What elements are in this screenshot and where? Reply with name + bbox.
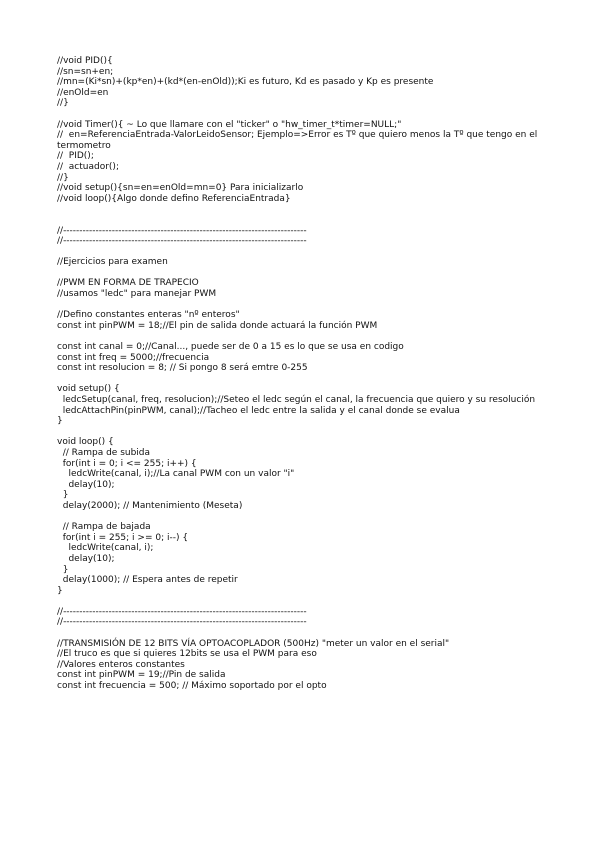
code-line: for(int i = 255; i >= 0; i--) {: [57, 532, 189, 543]
code-line: // actuador();: [57, 161, 119, 172]
code-line: const int freq = 5000;//frecuencia: [57, 352, 210, 363]
code-line: const int canal = 0;//Canal..., puede ser de 0 a 15 es lo que se usa en codigo: [57, 342, 404, 353]
code-line: const int pinPWM = 19;//Pin de salida: [57, 670, 226, 681]
code-line: //void setup(){sn=en=enOld=mn=0} Para inicializarlo: [57, 183, 304, 194]
code-line: const int pinPWM = 18;//El pin de salida donde actuará la función PWM: [57, 320, 378, 331]
code-line: //---------------------------------------------------------------------------: [57, 225, 307, 236]
code-line: [57, 512, 547, 523]
code-line: // Rampa de subida: [57, 447, 151, 458]
code-line: //Defino constantes enteras "nº enteros": [57, 310, 240, 321]
code-line: }: [57, 585, 63, 596]
code-line: //void Timer(){ ~ Lo que llamare con el "ticker" o "hw_timer_t*timer=NULL;": [57, 119, 402, 130]
code-line: const int resolucion = 8; // Si pongo 8 será emtre 0-255: [57, 363, 308, 374]
code-line: [57, 596, 547, 607]
code-line: for(int i = 0; i <= 255; i++) {: [57, 458, 197, 469]
code-line: delay(10);: [57, 553, 115, 564]
code-line: [57, 331, 547, 342]
code-line: [57, 374, 547, 385]
code-line: //PWM EN FORMA DE TRAPECIO: [57, 278, 199, 289]
code-line: //usamos "ledc" para manejar PWM: [57, 289, 217, 300]
code-line: }: [57, 416, 63, 427]
code-line: [57, 300, 547, 311]
code-line: delay(10);: [57, 479, 115, 490]
code-line: //enOld=en: [57, 87, 109, 98]
code-line: void loop() {: [57, 437, 114, 448]
code-line: //TRANSMISIÓN DE 12 BITS VÍA OPTOACOPLADOR (500Hz) "meter un valor en el serial": [57, 638, 450, 649]
code-line: void setup() {: [57, 384, 120, 395]
code-listing: [57, 56, 547, 692]
code-line: delay(1000); // Espera antes de repetir: [57, 575, 238, 586]
code-line: }: [57, 490, 69, 501]
code-line: [57, 268, 547, 279]
code-line: //void PID(){: [57, 56, 113, 66]
code-line: // Rampa de bajada: [57, 522, 151, 533]
code-line: // PID();: [57, 151, 94, 162]
code-line: [57, 247, 547, 258]
code-line: delay(2000); // Mantenimiento (Meseta): [57, 500, 243, 511]
code-line: //mn=(Ki*sn)+(kp*en)+(kd*(en-enOld));Ki es futuro, Kd es pasado y Kp es presente: [57, 77, 434, 88]
code-line: //sn=sn+en;: [57, 66, 114, 77]
code-line: ledcWrite(canal, i);//La canal PWM con un valor "i": [57, 469, 295, 480]
code-line: //void loop(){Algo donde defino ReferenciaEntrada}: [57, 193, 291, 204]
code-line: ledcAttachPin(pinPWM, canal);//Tacheo el ledc entre la salida y el canal donde se evalua: [57, 405, 460, 416]
code-line: //}: [57, 172, 69, 183]
code-line: //El truco es que si quieres 12bits se usa el PWM para eso: [57, 649, 317, 660]
code-line: [57, 427, 547, 438]
code-line: [57, 215, 547, 226]
code-line: // en=ReferenciaEntrada-ValorLeidoSensor; Ejemplo=>Error es Tº que quiero menos la Tº que tengo en el termometro: [57, 130, 541, 151]
code-line: //---------------------------------------------------------------------------: [57, 606, 307, 617]
code-line: //---------------------------------------------------------------------------: [57, 617, 307, 628]
code-line: ledcWrite(canal, i);: [57, 543, 154, 554]
code-line: ledcSetup(canal, freq, resolucion);//Seteo el ledc según el canal, la frecuencia que quiero y su resolución: [57, 395, 536, 405]
code-line: //---------------------------------------------------------------------------: [57, 236, 307, 247]
code-line: [57, 109, 547, 120]
code-line: //}: [57, 98, 69, 109]
code-line: }: [57, 564, 69, 575]
code-line: const int frecuencia = 500; // Máximo soportado por el opto: [57, 681, 327, 692]
code-line: //Ejercicios para examen: [57, 257, 168, 268]
code-line: [57, 628, 547, 639]
code-line: //Valores enteros constantes: [57, 659, 185, 670]
code-line: [57, 204, 547, 215]
